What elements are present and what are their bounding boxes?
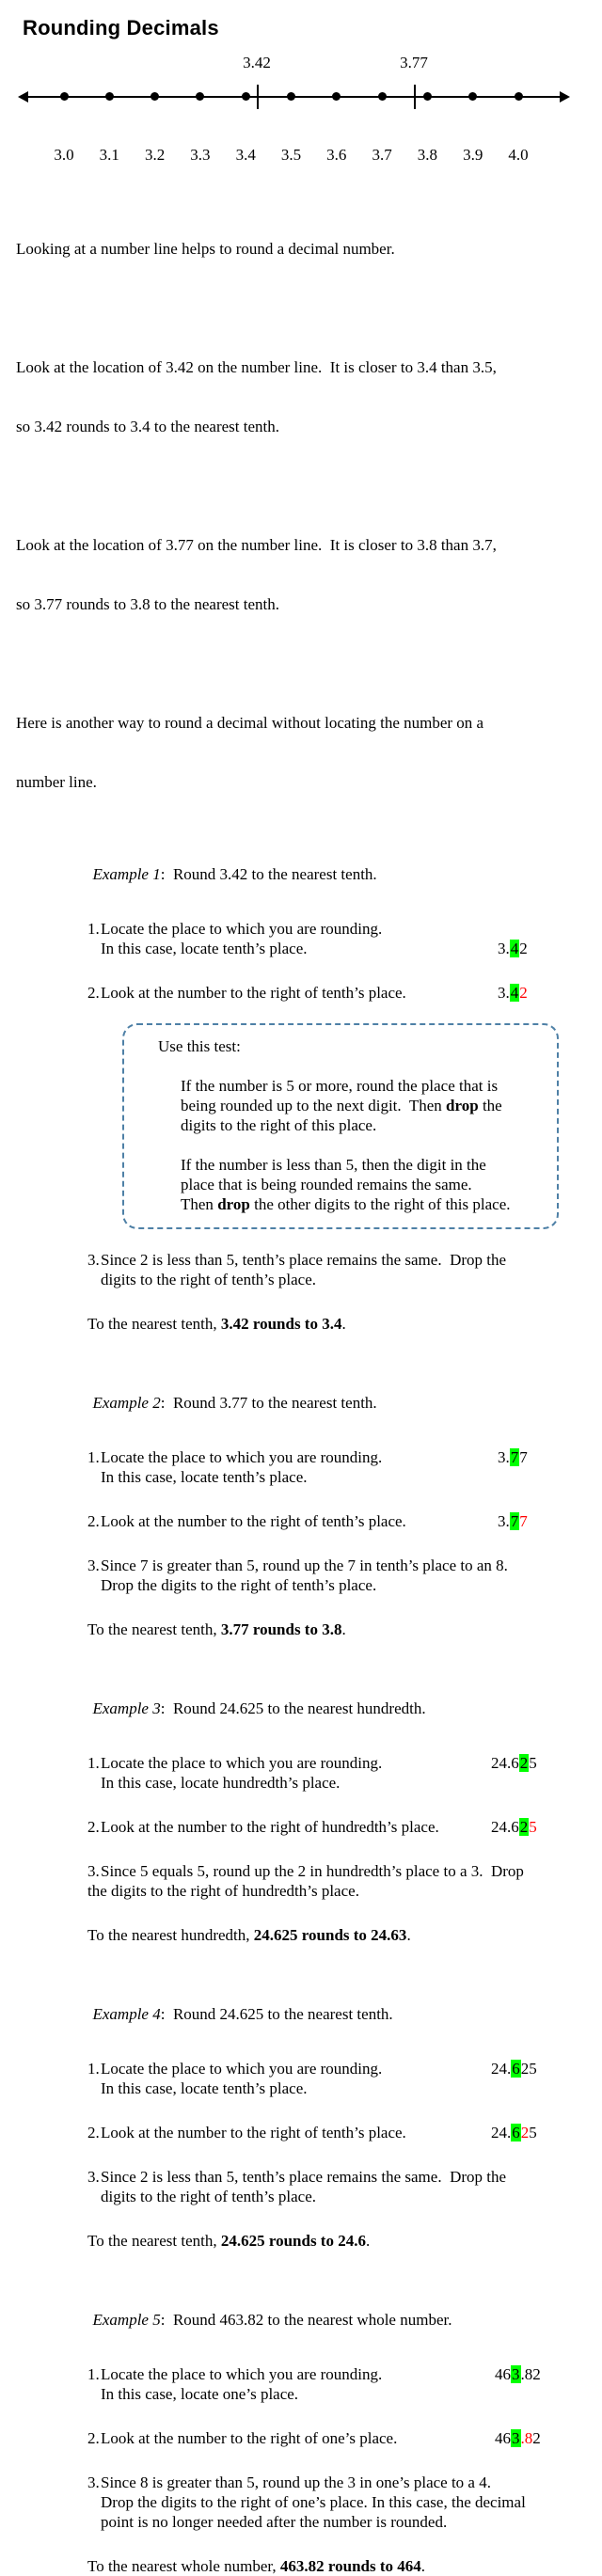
step-number: 3. [87, 2168, 100, 2186]
value-post: 5 [529, 1754, 537, 1772]
number-line-tick-label: 3.2 [144, 146, 166, 164]
step-number: 1. [87, 1754, 100, 1772]
example-1-step-3 [87, 1250, 593, 1289]
paragraph-line: Looking at a number line helps to round a decimal number. [16, 240, 395, 258]
test-box-text: being rounded up to the next digit. Then [181, 1097, 447, 1114]
step-line: point is no longer needed after the number is rounded. [101, 2513, 448, 2531]
test-box-line: If the number is 5 or more, round the place that is [181, 1077, 499, 1095]
example-4-step-2 [87, 2123, 593, 2142]
number-line-tick-label: 3.5 [280, 146, 302, 164]
number-line-dot [515, 92, 523, 101]
step-text: Locate the place to which you are rounding. [101, 2365, 383, 2383]
step-text: Since 5 equals 5, round up the 2 in hundredth’s place to a 3. Drop [101, 1862, 524, 1880]
marker-tick [414, 85, 416, 109]
number-line-dot [332, 92, 341, 101]
marker-label: 3.77 [400, 54, 428, 71]
step-line: Drop the digits to the right of one’s place. In this case, the decimal [101, 2493, 526, 2511]
conclusion-bold: 24.625 rounds to 24.63 [253, 1926, 407, 1944]
step-line: digits to the right of tenth’s place. [101, 1271, 316, 1288]
number-line-dot [468, 92, 477, 101]
number-line-tick-label: 3.9 [463, 146, 483, 164]
step-text: Look at the number to the right of tenth’s place. [101, 1512, 406, 1530]
step-value [491, 2059, 537, 2078]
page-title: Rounding Decimals [23, 16, 219, 40]
test-box-paragraph-2 [181, 1155, 547, 1214]
example-2-step-3 [87, 1556, 593, 1595]
step-value [491, 2123, 537, 2142]
step-text: Since 8 is greater than 5, round up the 3 in one’s place to a 4. [101, 2473, 491, 2491]
value-red: 7 [519, 1512, 528, 1530]
example-2-conclusion [87, 1620, 593, 1639]
paragraph-line: number line. [16, 773, 97, 791]
step-text: Locate the place to which you are rounding. [101, 1754, 383, 1772]
paragraph-line: so 3.42 rounds to 3.4 to the nearest tenth. [16, 418, 279, 435]
example-2 [14, 1373, 593, 1639]
example-2-step-2 [87, 1511, 593, 1531]
step-line [87, 919, 593, 939]
conclusion-bold: 3.77 rounds to 3.8 [220, 1620, 342, 1638]
value-pre: 24.6 [491, 1818, 519, 1836]
step-text: Since 7 is greater than 5, round up the 7 in tenth’s place to an 8. [101, 1557, 508, 1574]
example-1 [14, 845, 593, 1334]
conclusion-text: To the nearest tenth, [87, 1315, 221, 1333]
step-text: Look at the number to the right of one’s place. [101, 2429, 398, 2447]
axis-arrow-left-icon [18, 91, 28, 103]
example-label: Example 5 [92, 2311, 161, 2329]
paragraph-line: Look at the location of 3.77 on the number line. It is closer to 3.8 than 3.7, [16, 536, 497, 554]
test-box-line: place that is being rounded remains the same. [181, 1176, 472, 1193]
example-2-step-1 [87, 1447, 593, 1487]
paragraph-line: Look at the location of 3.42 on the number line. It is closer to 3.4 than 3.5, [16, 358, 497, 376]
marker-label: 3.42 [243, 54, 271, 71]
value-post: 7 [519, 1448, 528, 1466]
value-post: .82 [520, 2365, 541, 2383]
step-line: Drop the digits to the right of tenth’s place. [101, 1576, 377, 1594]
test-box-line: If the number is less than 5, then the digit in the [181, 1156, 486, 1174]
paragraph-line: Here is another way to round a decimal without locating the number on a [16, 714, 484, 732]
value-pre: 3. [498, 1448, 510, 1466]
value-post: 5 [529, 2124, 537, 2141]
example-3-step-3 [87, 1861, 593, 1901]
step-text: Locate the place to which you are rounding. [101, 2060, 383, 2078]
value-highlight: 6 [512, 2060, 520, 2078]
step-text: Since 2 is less than 5, tenth’s place remains the same. Drop the [101, 1251, 507, 1269]
conclusion-text: . [420, 2557, 426, 2575]
marker-tick [257, 85, 259, 109]
example-5-step-3 [87, 2473, 593, 2532]
step-line [87, 1556, 593, 1575]
example-5-conclusion [87, 2556, 593, 2576]
value-red: 5 [529, 1818, 537, 1836]
step-number: 2. [87, 1512, 100, 1530]
step-number: 3. [87, 1251, 100, 1269]
conclusion-text: To the nearest tenth, [87, 1620, 221, 1638]
step-line: the digits to the right of hundredth’s place. [87, 1882, 359, 1900]
example-3-heading [69, 1679, 593, 1738]
number-line-dot [287, 92, 295, 101]
number-line [14, 49, 593, 181]
value-red: 2 [519, 984, 528, 1002]
step-number: 1. [87, 1448, 100, 1466]
example-4-step-1 [87, 2059, 593, 2098]
step-number: 3. [87, 1557, 100, 1574]
step-line [87, 1250, 593, 1270]
step-line: In this case, locate one’s place. [101, 2385, 299, 2403]
step-number: 2. [87, 984, 100, 1002]
example-label: Example 3 [92, 1699, 161, 1717]
step-line: In this case, locate hundredth’s place. [101, 1774, 341, 1792]
example-3-step-1 [87, 1753, 593, 1793]
example-3-step-2 [87, 1817, 593, 1837]
example-title: : Round 24.625 to the nearest tenth. [160, 2005, 393, 2023]
step-value [498, 939, 528, 958]
example-title: : Round 463.82 to the nearest whole number. [160, 2311, 452, 2329]
value-post: 25 [520, 2060, 537, 2078]
step-text: Locate the place to which you are rounding. [101, 920, 383, 938]
example-title: : Round 24.625 to the nearest hundredth. [160, 1699, 426, 1717]
step-line [87, 2167, 593, 2187]
step-text: Locate the place to which you are rounding. [101, 1448, 383, 1466]
value-highlight: 6 [512, 2124, 520, 2141]
value-red: 2 [520, 2124, 530, 2141]
intro-paragraph-1 [16, 199, 593, 298]
step-line: In this case, locate tenth’s place. [101, 1468, 308, 1486]
example-1-heading [69, 845, 593, 904]
conclusion-text: To the nearest tenth, [87, 2232, 221, 2250]
number-line-dot [378, 92, 387, 101]
number-line-tick-label: 4.0 [508, 146, 529, 164]
conclusion-bold: 3.42 rounds to 3.4 [220, 1315, 342, 1333]
conclusion-bold: 24.625 rounds to 24.6 [220, 2232, 366, 2250]
test-box-paragraph-1 [181, 1076, 547, 1135]
test-box [122, 1023, 559, 1229]
number-line-dot [60, 92, 69, 101]
test-box-line: digits to the right of this place. [181, 1116, 377, 1134]
step-number: 1. [87, 920, 100, 938]
example-5-step-2 [87, 2428, 593, 2448]
number-line-dot [150, 92, 159, 101]
step-line: In this case, locate tenth’s place. [101, 2079, 308, 2097]
conclusion-text: . [341, 1315, 346, 1333]
test-box-title: Use this test: [158, 1037, 241, 1055]
number-line-dot [196, 92, 204, 101]
value-highlight: 3 [512, 2365, 520, 2383]
example-4 [14, 1984, 593, 2251]
value-highlight: 4 [510, 984, 519, 1002]
step-number: 2. [87, 2429, 100, 2447]
example-label: Example 4 [92, 2005, 161, 2023]
number-line-dot [242, 92, 250, 101]
conclusion-text: . [365, 2232, 371, 2250]
value-post: 2 [519, 940, 528, 957]
value-pre: 24. [491, 2124, 512, 2141]
value-pre: 3. [498, 1512, 510, 1530]
example-3 [14, 1679, 593, 1945]
step-value [495, 2364, 541, 2384]
step-text: Since 2 is less than 5, tenth’s place remains the same. Drop the [101, 2168, 507, 2186]
test-box-line [181, 1096, 547, 1115]
value-pre: 46 [495, 2429, 511, 2447]
example-1-step-1 [87, 919, 593, 958]
value-post: 2 [532, 2429, 541, 2447]
number-line-tick-label: 3.3 [190, 146, 211, 164]
number-line-dot [105, 92, 114, 101]
value-red: .8 [520, 2429, 533, 2447]
step-value [491, 1753, 537, 1773]
example-label: Example 1 [92, 865, 161, 883]
step-value [498, 1511, 528, 1531]
step-number: 3. [87, 1862, 100, 1880]
value-pre: 46 [495, 2365, 511, 2383]
value-highlight: 3 [512, 2429, 520, 2447]
step-value [498, 983, 528, 1003]
step-line [87, 2473, 593, 2492]
example-5-heading [69, 2290, 593, 2349]
value-pre: 3. [498, 940, 510, 957]
intro-paragraph-4 [16, 673, 593, 831]
number-line-tick-label: 3.1 [99, 146, 119, 164]
conclusion-text: . [341, 1620, 346, 1638]
step-value [498, 1447, 528, 1467]
example-4-step-3 [87, 2167, 593, 2206]
number-line-tick-label: 3.6 [326, 146, 347, 164]
example-1-step-2 [87, 983, 593, 1003]
value-pre: 24. [491, 2060, 512, 2078]
step-value [491, 1817, 537, 1837]
example-5-step-1 [87, 2364, 593, 2404]
test-box-text: Then [181, 1195, 218, 1213]
step-number: 1. [87, 2365, 100, 2383]
step-number: 1. [87, 2060, 100, 2078]
conclusion-text: To the nearest hundredth, [87, 1926, 254, 1944]
drop-bold: drop [446, 1097, 479, 1114]
value-pre: 24.6 [491, 1754, 519, 1772]
axis-arrow-right-icon [560, 91, 570, 103]
value-highlight: 7 [510, 1448, 519, 1466]
number-line-dot [423, 92, 432, 101]
test-box-line [181, 1194, 547, 1214]
number-line-tick-label: 3.8 [417, 146, 438, 164]
value-highlight: 4 [510, 940, 519, 957]
step-number: 3. [87, 2473, 100, 2491]
number-line-tick-label: 3.0 [54, 146, 74, 164]
example-label: Example 2 [92, 1394, 161, 1412]
step-number: 2. [87, 2124, 100, 2141]
step-line [87, 1861, 593, 1881]
number-line-tick-label: 3.7 [372, 146, 392, 164]
step-line: In this case, locate tenth’s place. [101, 940, 308, 957]
example-4-heading [69, 1984, 593, 2044]
value-pre: 3. [498, 984, 510, 1002]
step-line: digits to the right of tenth’s place. [101, 2188, 316, 2205]
example-title: : Round 3.42 to the nearest tenth. [160, 865, 377, 883]
conclusion-text: . [406, 1926, 411, 1944]
document-page [0, 15, 602, 2576]
test-box-text: the [478, 1097, 502, 1114]
value-highlight: 7 [510, 1512, 519, 1530]
test-box-text: the other digits to the right of this place. [249, 1195, 511, 1213]
step-text: Look at the number to the right of tenth’s place. [101, 984, 406, 1002]
value-highlight: 2 [519, 1818, 529, 1836]
example-2-heading [69, 1373, 593, 1432]
example-4-conclusion [87, 2231, 593, 2251]
conclusion-bold: 463.82 rounds to 464 [279, 2557, 421, 2575]
intro-paragraph-3 [16, 496, 593, 654]
example-title: : Round 3.77 to the nearest tenth. [160, 1394, 377, 1412]
number-line-tick-label: 3.4 [235, 146, 256, 164]
step-text: Look at the number to the right of tenth’s place. [101, 2124, 406, 2141]
example-1-conclusion [87, 1314, 593, 1334]
value-highlight: 2 [519, 1754, 529, 1772]
step-number: 2. [87, 1818, 100, 1836]
step-text: Look at the number to the right of hundredth’s place. [101, 1818, 439, 1836]
intro-paragraph-2 [16, 318, 593, 476]
example-5 [14, 2290, 593, 2576]
step-value [495, 2428, 541, 2448]
drop-bold: drop [217, 1195, 250, 1213]
paragraph-line: so 3.77 rounds to 3.8 to the nearest tenth. [16, 595, 279, 613]
conclusion-text: To the nearest whole number, [87, 2557, 280, 2575]
